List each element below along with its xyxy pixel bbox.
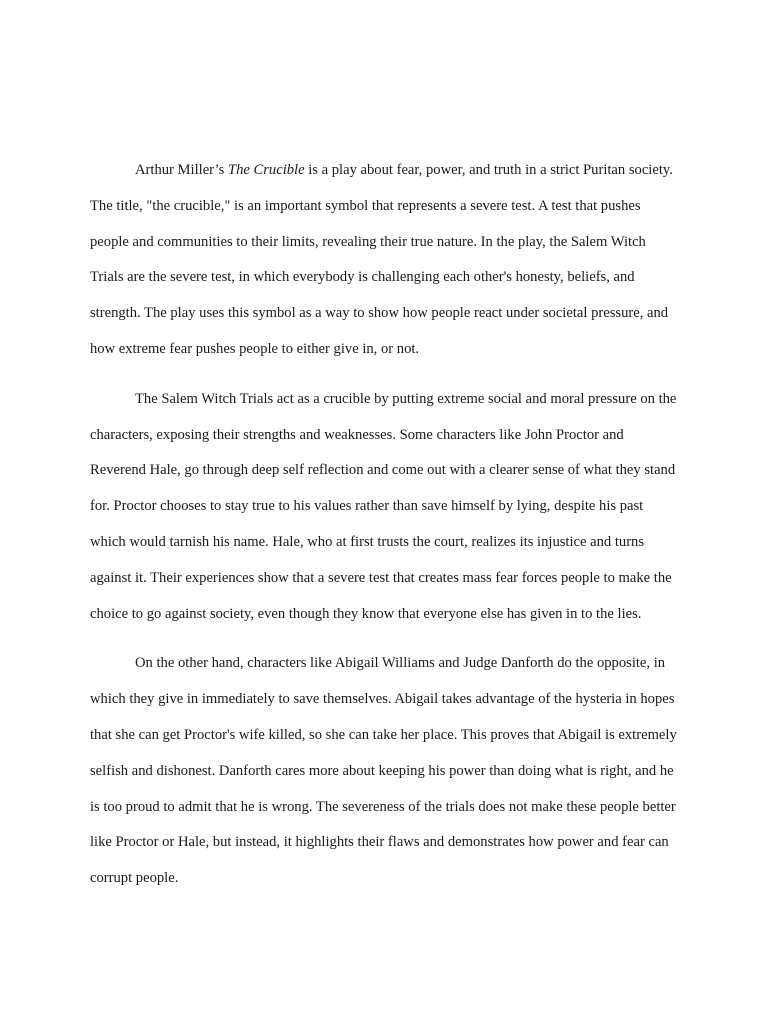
paragraph-3: On the other hand, characters like Abigail Williams and Judge Danforth do the opposite, in which they give in immediately to save themselves. Abigail takes advantage of the hysteria in hopes that she can get Proctor's wife killed, so she can take her place. This proves that Abigail is extremely selfish and dishonest. Danforth cares more about keeping his power than doing what is right, and he is too proud to admit that he is wrong. The severeness of the trials does not make these people better like Proctor or Hale, but instead, it highlights their flaws and demonstrates how power and fear can corrupt people. [90, 655, 677, 887]
paragraph-2: The Salem Witch Trials act as a crucible by putting extreme social and moral pressure on the characters, exposing their strengths and weaknesses. Some characters like John Proctor and Reverend Hale, go through deep self reflection and come out with a clearer sense of what they stand for. Proctor chooses to stay true to his values rather than save himself by lying, despite his past which would tarnish his name. Hale, who at first trusts the court, realizes its injustice and turns against it. Their experiences show that a severe test that creates mass fear forces people to make the choice to go against society, even though they know that everyone else has given in to the lies. [90, 390, 677, 622]
author-reference: Arthur Miller’s [135, 162, 228, 178]
paragraph-1 [90, 153, 680, 368]
book-title: The Crucible [227, 162, 305, 178]
paragraph-1-text: is a play about fear, power, and truth in a strict Puritan society. The title, "the crucible," is an important symbol that represents a severe test. A test that pushes people and communities to their limits, revealing their true nature. In the play, the Salem Witch Trials are the severe test, in which everybody is challenging each other's honesty, beliefs, and strength. The play uses this symbol as a way to show how people react under societal pressure, and how extreme fear pushes people to either give in, or not. [90, 162, 673, 357]
document-page [90, 153, 680, 897]
